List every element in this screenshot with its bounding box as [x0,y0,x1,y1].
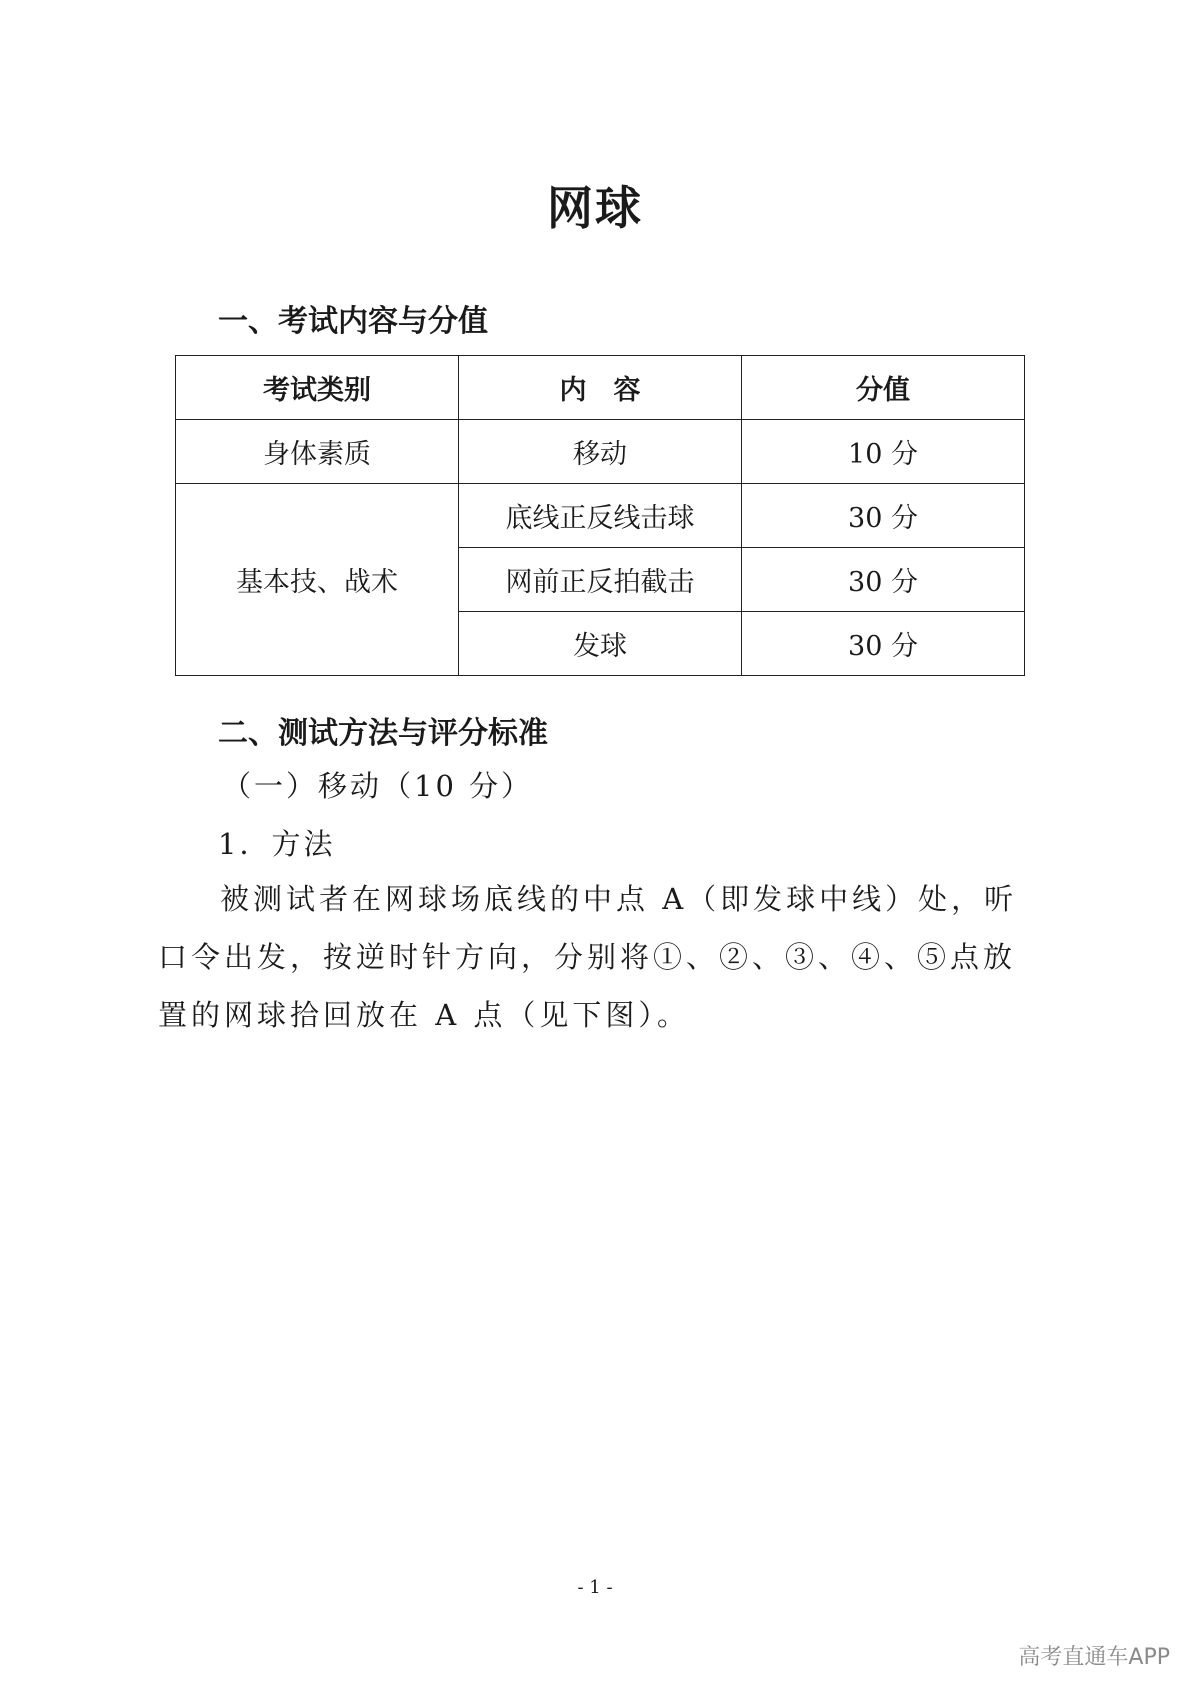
section-heading-methods: 二、测试方法与评分标准 [218,716,548,751]
subsection-heading-method: 1．方法 [218,827,336,861]
section-heading-content-scores: 一、考试内容与分值 [218,304,488,339]
table-header-row [176,356,1025,420]
table-cell-score: 30 分 [742,612,1025,676]
score-table [175,355,1025,676]
table-cell-score: 30 分 [742,548,1025,612]
watermark-text: 高考直通车APP [1018,1645,1170,1670]
page-number: - 1 - [577,1577,613,1598]
table-cell-category: 基本技、战术 [176,484,459,676]
table-cell-score: 30 分 [742,484,1025,548]
table-header-cell: 内 容 [459,356,742,420]
table-row [176,420,1025,484]
table-cell-score: 10 分 [742,420,1025,484]
table-cell-content: 底线正反线击球 [459,484,742,548]
subsection-heading-movement: （一）移动（10 分） [222,769,534,803]
table-cell-content: 网前正反拍截击 [459,548,742,612]
method-paragraph: 被测试者在网球场底线的中点 A（即发球中线）处，听口令出发，按逆时针方向，分别将①、②、③、④、⑤点放置的网球拾回放在 A 点（见下图）。 [158,882,1018,1032]
table-header-cell: 考试类别 [176,356,459,420]
table-header-cell: 分值 [742,356,1025,420]
table-row [176,484,1025,548]
table-cell-content: 移动 [459,420,742,484]
document-title: 网球 [547,181,643,235]
table-cell-category: 身体素质 [176,420,459,484]
table-cell-content: 发球 [459,612,742,676]
